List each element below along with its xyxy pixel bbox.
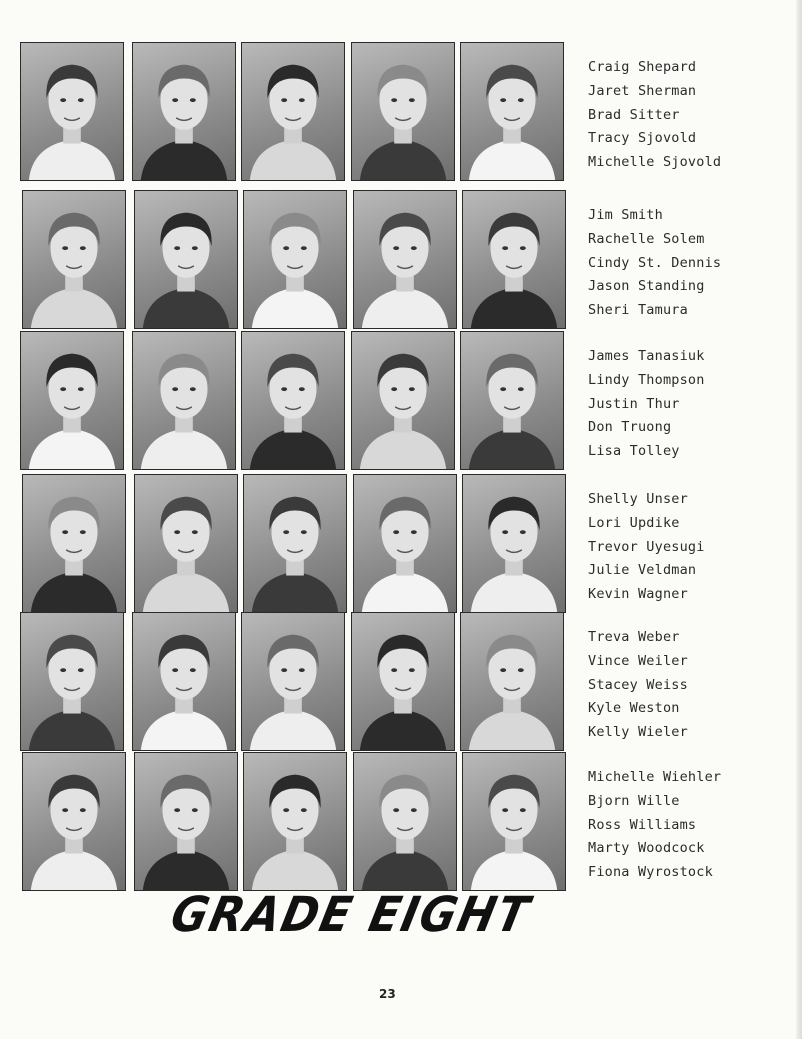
portrait-row (20, 42, 740, 182)
student-photo (243, 752, 347, 891)
student-name: Jaret Sherman (588, 82, 697, 99)
student-photo (353, 474, 457, 613)
portrait-silhouette (242, 43, 344, 180)
student-name: Brad Sitter (588, 106, 680, 123)
student-name: Kelly Wieler (588, 724, 688, 741)
student-name: Craig Shepard (588, 59, 697, 75)
student-name: Lisa Tolley (588, 443, 680, 460)
portrait-silhouette (135, 753, 237, 890)
student-name: Treva Weber (588, 629, 680, 645)
student-photo (241, 42, 345, 181)
name-list (588, 204, 721, 323)
portrait-silhouette (133, 613, 235, 750)
student-photo (22, 752, 126, 891)
portrait-silhouette (354, 753, 456, 890)
student-name: Lindy Thompson (588, 371, 705, 388)
grade-caption: GRADE EIGHT (166, 887, 536, 944)
portrait-silhouette (21, 613, 123, 750)
student-photo (351, 612, 455, 751)
page-edge (796, 0, 802, 1039)
student-name: Don Truong (588, 419, 672, 436)
portrait-silhouette (21, 43, 123, 180)
student-photo (462, 190, 566, 329)
student-name: Kevin Wagner (588, 586, 688, 603)
student-photo (134, 752, 238, 891)
portrait-silhouette (244, 191, 346, 328)
name-list (588, 345, 705, 464)
name-list (588, 626, 688, 745)
student-photo (243, 474, 347, 613)
student-photo (132, 42, 236, 181)
portrait-silhouette (244, 475, 346, 612)
portrait-row (20, 612, 740, 752)
student-photo (132, 612, 236, 751)
portrait-silhouette (23, 191, 125, 328)
portrait-row (20, 752, 740, 892)
student-name: Marty Woodcock (588, 840, 705, 857)
student-name: James Tanasiuk (588, 348, 705, 364)
student-photo (241, 331, 345, 470)
portrait-silhouette (463, 753, 565, 890)
portrait-silhouette (133, 43, 235, 180)
name-list (588, 766, 721, 885)
student-photo (134, 190, 238, 329)
student-name: Tracy Sjovold (588, 130, 697, 147)
student-photo (460, 331, 564, 470)
student-name: Michelle Sjovold (588, 154, 722, 171)
student-name: Rachelle Solem (588, 230, 705, 247)
portrait-silhouette (135, 475, 237, 612)
student-photo (20, 612, 124, 751)
portrait-silhouette (242, 613, 344, 750)
student-photo (134, 474, 238, 613)
student-photo (353, 752, 457, 891)
portrait-silhouette (242, 332, 344, 469)
student-photo (20, 331, 124, 470)
student-photo (132, 331, 236, 470)
portrait-silhouette (461, 43, 563, 180)
student-name: Kyle Weston (588, 700, 680, 717)
portrait-silhouette (463, 191, 565, 328)
portrait-silhouette (133, 332, 235, 469)
portrait-silhouette (244, 753, 346, 890)
student-photo (351, 42, 455, 181)
student-name: Jason Standing (588, 278, 705, 295)
student-name: Julie Veldman (588, 562, 697, 579)
student-photo (351, 331, 455, 470)
student-photo (462, 752, 566, 891)
student-photo (22, 190, 126, 329)
student-photo (22, 474, 126, 613)
name-list (588, 488, 705, 607)
student-photo (462, 474, 566, 613)
student-name: Trevor Uyesugi (588, 538, 705, 555)
student-name: Ross Williams (588, 816, 697, 833)
student-photo (243, 190, 347, 329)
student-name: Sheri Tamura (588, 302, 688, 319)
name-list (588, 56, 721, 175)
portrait-silhouette (352, 332, 454, 469)
student-name: Shelly Unser (588, 491, 688, 507)
portrait-silhouette (354, 191, 456, 328)
portrait-silhouette (23, 753, 125, 890)
student-name: Cindy St. Dennis (588, 254, 722, 271)
portrait-silhouette (21, 332, 123, 469)
student-name: Stacey Weiss (588, 676, 688, 693)
student-name: Michelle Wiehler (588, 769, 722, 785)
page-number: 23 (379, 987, 396, 1001)
student-name: Jim Smith (588, 207, 663, 223)
student-name: Justin Thur (588, 395, 680, 412)
portrait-silhouette (461, 332, 563, 469)
portrait-row (20, 331, 740, 471)
portrait-row (20, 190, 740, 330)
portrait-silhouette (135, 191, 237, 328)
portrait-silhouette (461, 613, 563, 750)
student-name: Lori Updike (588, 514, 680, 531)
student-photo (460, 612, 564, 751)
portrait-silhouette (23, 475, 125, 612)
portrait-row (20, 474, 740, 614)
student-name: Vince Weiler (588, 652, 688, 669)
student-photo (20, 42, 124, 181)
student-photo (353, 190, 457, 329)
portrait-silhouette (352, 613, 454, 750)
portrait-silhouette (354, 475, 456, 612)
portrait-silhouette (463, 475, 565, 612)
student-name: Bjorn Wille (588, 792, 680, 809)
portrait-silhouette (352, 43, 454, 180)
student-photo (460, 42, 564, 181)
student-photo (241, 612, 345, 751)
student-name: Fiona Wyrostock (588, 864, 713, 881)
